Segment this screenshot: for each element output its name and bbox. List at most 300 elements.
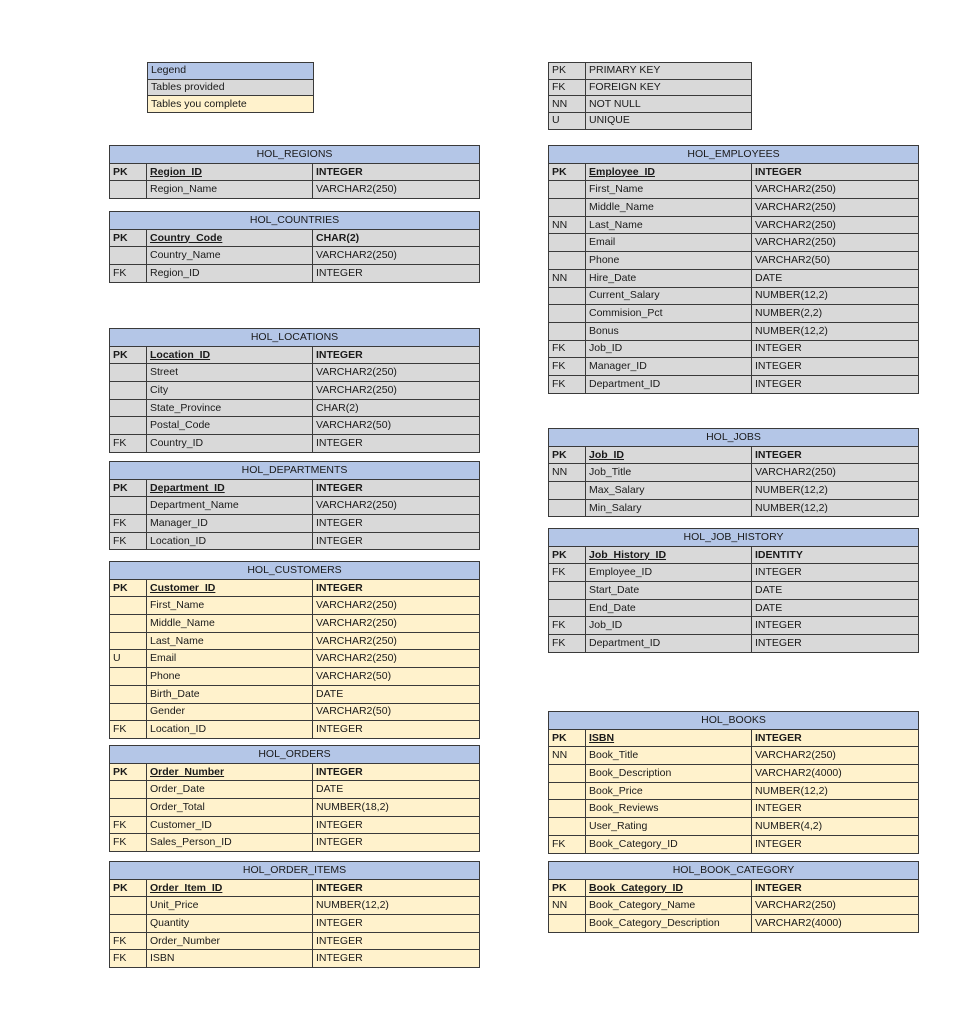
column-name-cell: First_Name (586, 181, 752, 199)
column-type-cell: INTEGER (313, 479, 480, 497)
column-type-cell: NUMBER(18,2) (313, 799, 480, 817)
column-type-cell: VARCHAR2(250) (313, 497, 480, 515)
key-meaning: PRIMARY KEY (586, 63, 752, 80)
column-type-cell: INTEGER (313, 721, 480, 739)
column-type-cell: IDENTITY (752, 546, 919, 564)
column-type-cell: INTEGER (752, 340, 919, 358)
key-cell: PK (549, 163, 586, 181)
table-row (549, 765, 919, 783)
column-name-cell: Book_Title (586, 747, 752, 765)
column-name-cell: Country_Name (147, 247, 313, 265)
table-row (110, 915, 480, 933)
column-type-cell: DATE (752, 582, 919, 600)
column-name-cell: Department_ID (586, 635, 752, 653)
table-row (549, 287, 919, 305)
key-cell (110, 668, 147, 686)
column-name-cell: Postal_Code (147, 417, 313, 435)
column-name-cell: Job_ID (586, 446, 752, 464)
key-cell: FK (110, 265, 147, 283)
table-row (549, 322, 919, 340)
column-type-cell: INTEGER (313, 515, 480, 533)
hol-order-items-table (109, 861, 480, 968)
key-cell: PK (110, 879, 147, 897)
table-row (110, 163, 480, 181)
column-name-cell: Manager_ID (586, 358, 752, 376)
table-row (549, 482, 919, 500)
column-type-cell: INTEGER (752, 446, 919, 464)
column-type-cell: INTEGER (752, 800, 919, 818)
column-type-cell: INTEGER (313, 532, 480, 550)
key-cell: PK (110, 763, 147, 781)
column-type-cell: INTEGER (313, 265, 480, 283)
column-name-cell: Middle_Name (147, 615, 313, 633)
key-cell (549, 305, 586, 323)
key-cell: PK (110, 479, 147, 497)
column-name-cell: Employee_ID (586, 564, 752, 582)
legend-provided: Tables provided (148, 79, 314, 96)
column-name-cell: Book_Category_ID (586, 835, 752, 853)
key-cell: NN (549, 747, 586, 765)
column-type-cell: INTEGER (313, 950, 480, 968)
column-type-cell: VARCHAR2(250) (752, 181, 919, 199)
column-type-cell: INTEGER (313, 163, 480, 181)
table-row (549, 181, 919, 199)
key-cell: FK (549, 375, 586, 393)
column-type-cell: INTEGER (752, 375, 919, 393)
column-type-cell: VARCHAR2(4000) (752, 915, 919, 933)
key-cell (549, 322, 586, 340)
table-row (549, 269, 919, 287)
column-name-cell: Order_Item_ID (147, 879, 313, 897)
key-cell (110, 399, 147, 417)
column-type-cell: VARCHAR2(50) (752, 252, 919, 270)
table-title: HOL_COUNTRIES (110, 212, 480, 230)
column-name-cell: Country_Code (147, 229, 313, 247)
table-row (549, 897, 919, 915)
hol-countries-table (109, 211, 480, 283)
table-row (110, 932, 480, 950)
column-type-cell: DATE (752, 269, 919, 287)
column-name-cell: Order_Total (147, 799, 313, 817)
table-row (549, 747, 919, 765)
column-name-cell: Start_Date (586, 582, 752, 600)
column-name-cell: ISBN (147, 950, 313, 968)
column-type-cell: NUMBER(12,2) (752, 322, 919, 340)
column-name-cell: Birth_Date (147, 685, 313, 703)
column-name-cell: Customer_ID (147, 816, 313, 834)
column-name-cell: Quantity (147, 915, 313, 933)
column-type-cell: NUMBER(12,2) (752, 482, 919, 500)
column-type-cell: CHAR(2) (313, 229, 480, 247)
key-cell (549, 782, 586, 800)
column-type-cell: INTEGER (313, 816, 480, 834)
column-type-cell: NUMBER(2,2) (752, 305, 919, 323)
key-cell (110, 781, 147, 799)
table-row (110, 364, 480, 382)
table-row (549, 305, 919, 323)
column-name-cell: Job_ID (586, 340, 752, 358)
key-meaning: NOT NULL (586, 96, 752, 113)
column-type-cell: NUMBER(4,2) (752, 818, 919, 836)
column-type-cell: VARCHAR2(250) (752, 199, 919, 217)
table-row (110, 181, 480, 199)
key-cell (549, 582, 586, 600)
column-name-cell: End_Date (586, 599, 752, 617)
key-cell (110, 497, 147, 515)
key-cell (110, 247, 147, 265)
column-name-cell: Book_Description (586, 765, 752, 783)
table-row (549, 818, 919, 836)
key-cell: FK (110, 532, 147, 550)
column-name-cell: Region_ID (147, 265, 313, 283)
table-row (549, 163, 919, 181)
key-abbr: PK (549, 63, 586, 80)
key-cell: FK (110, 721, 147, 739)
column-name-cell: Commision_Pct (586, 305, 752, 323)
key-cell (110, 382, 147, 400)
key-cell: FK (110, 515, 147, 533)
column-name-cell: Email (147, 650, 313, 668)
table-row (110, 399, 480, 417)
key-cell (549, 818, 586, 836)
table-row (110, 685, 480, 703)
column-type-cell: VARCHAR2(250) (313, 597, 480, 615)
column-name-cell: ISBN (586, 729, 752, 747)
key-cell (549, 234, 586, 252)
table-row (110, 763, 480, 781)
column-type-cell: VARCHAR2(250) (313, 364, 480, 382)
column-type-cell: VARCHAR2(250) (752, 464, 919, 482)
table-row (110, 515, 480, 533)
column-type-cell: INTEGER (752, 635, 919, 653)
key-cell (549, 499, 586, 517)
column-type-cell: VARCHAR2(250) (313, 615, 480, 633)
column-type-cell: INTEGER (313, 435, 480, 453)
column-name-cell: Region_ID (147, 163, 313, 181)
key-cell (110, 685, 147, 703)
column-name-cell: Country_ID (147, 435, 313, 453)
key-cell (549, 252, 586, 270)
table-title: HOL_CUSTOMERS (110, 562, 480, 580)
key-cell (110, 703, 147, 721)
column-type-cell: NUMBER(12,2) (752, 287, 919, 305)
column-name-cell: Last_Name (147, 632, 313, 650)
column-type-cell: VARCHAR2(50) (313, 417, 480, 435)
column-name-cell: Department_ID (147, 479, 313, 497)
table-row (110, 834, 480, 852)
column-name-cell: Middle_Name (586, 199, 752, 217)
key-abbr: NN (549, 96, 586, 113)
table-title: HOL_JOBS (549, 429, 919, 447)
column-name-cell: Unit_Price (147, 897, 313, 915)
key-cell (110, 597, 147, 615)
column-type-cell: DATE (313, 781, 480, 799)
key-cell: NN (549, 897, 586, 915)
table-row (549, 800, 919, 818)
key-cell: FK (549, 564, 586, 582)
legend-complete: Tables you complete (148, 96, 314, 113)
column-type-cell: INTEGER (752, 835, 919, 853)
key-cell: U (110, 650, 147, 668)
key-cell: NN (549, 464, 586, 482)
key-cell: FK (110, 932, 147, 950)
key-cell: NN (549, 216, 586, 234)
column-type-cell: INTEGER (313, 915, 480, 933)
column-name-cell: Employee_ID (586, 163, 752, 181)
key-meaning: UNIQUE (586, 113, 752, 130)
column-type-cell: DATE (752, 599, 919, 617)
key-cell: PK (549, 879, 586, 897)
column-type-cell: CHAR(2) (313, 399, 480, 417)
table-title: HOL_BOOK_CATEGORY (549, 862, 919, 880)
key-cell: FK (549, 835, 586, 853)
table-row (110, 816, 480, 834)
table-row (549, 617, 919, 635)
table-row (549, 199, 919, 217)
column-type-cell: VARCHAR2(250) (313, 650, 480, 668)
column-name-cell: Bonus (586, 322, 752, 340)
key-cell: FK (549, 358, 586, 376)
column-type-cell: INTEGER (752, 729, 919, 747)
hol-locations-table (109, 328, 480, 453)
column-type-cell: INTEGER (752, 564, 919, 582)
column-name-cell: Book_Price (586, 782, 752, 800)
key-cell: FK (549, 635, 586, 653)
table-row (549, 340, 919, 358)
key-cell (549, 765, 586, 783)
table-title: HOL_JOB_HISTORY (549, 529, 919, 547)
column-name-cell: Sales_Person_ID (147, 834, 313, 852)
column-type-cell: VARCHAR2(250) (752, 897, 919, 915)
key-cell: FK (110, 834, 147, 852)
column-type-cell: VARCHAR2(250) (752, 747, 919, 765)
key-cell: PK (110, 579, 147, 597)
table-row (110, 950, 480, 968)
column-type-cell: INTEGER (313, 879, 480, 897)
key-cell: NN (549, 269, 586, 287)
hol-regions-table (109, 145, 480, 199)
column-type-cell: VARCHAR2(250) (752, 234, 919, 252)
column-name-cell: Location_ID (147, 532, 313, 550)
hol-orders-table (109, 745, 480, 852)
column-type-cell: VARCHAR2(50) (313, 703, 480, 721)
key-cell: FK (110, 435, 147, 453)
column-type-cell: NUMBER(12,2) (752, 782, 919, 800)
key-cell: FK (110, 816, 147, 834)
table-row (549, 729, 919, 747)
table-title: HOL_ORDERS (110, 746, 480, 764)
key-cell (110, 615, 147, 633)
key-cell (110, 915, 147, 933)
table-row (549, 375, 919, 393)
column-name-cell: Manager_ID (147, 515, 313, 533)
column-name-cell: Email (586, 234, 752, 252)
key-cell: PK (110, 163, 147, 181)
table-row (549, 252, 919, 270)
column-type-cell: NUMBER(12,2) (313, 897, 480, 915)
key-cell (549, 915, 586, 933)
column-name-cell: State_Province (147, 399, 313, 417)
table-row (549, 782, 919, 800)
column-name-cell: Max_Salary (586, 482, 752, 500)
table-row (110, 247, 480, 265)
table-row (549, 546, 919, 564)
table-row (549, 499, 919, 517)
table-title: HOL_LOCATIONS (110, 329, 480, 347)
column-name-cell: Region_Name (147, 181, 313, 199)
key-cell: PK (110, 346, 147, 364)
key-meaning: FOREIGN KEY (586, 79, 752, 96)
column-type-cell: INTEGER (752, 879, 919, 897)
column-name-cell: Book_Reviews (586, 800, 752, 818)
column-name-cell: Book_Category_ID (586, 879, 752, 897)
key-cell (110, 417, 147, 435)
key-cell (549, 199, 586, 217)
column-type-cell: INTEGER (313, 579, 480, 597)
column-type-cell: VARCHAR2(250) (313, 382, 480, 400)
column-name-cell: Order_Date (147, 781, 313, 799)
column-name-cell: Min_Salary (586, 499, 752, 517)
table-row (549, 234, 919, 252)
column-name-cell: Last_Name (586, 216, 752, 234)
key-cell (549, 287, 586, 305)
key-cell: FK (110, 950, 147, 968)
hol-book-category-table (548, 861, 919, 933)
column-name-cell: Phone (586, 252, 752, 270)
table-row (110, 435, 480, 453)
table-row (110, 632, 480, 650)
column-name-cell: Order_Number (147, 932, 313, 950)
table-row (549, 835, 919, 853)
column-type-cell: INTEGER (313, 763, 480, 781)
key-abbr: FK (549, 79, 586, 96)
hol-books-table (548, 711, 919, 854)
table-row (549, 358, 919, 376)
column-type-cell: VARCHAR2(250) (752, 216, 919, 234)
legend-title: Legend (148, 63, 314, 80)
table-row (549, 564, 919, 582)
column-type-cell: VARCHAR2(250) (313, 247, 480, 265)
table-row (549, 599, 919, 617)
key-cell (549, 482, 586, 500)
table-row (549, 446, 919, 464)
column-name-cell: Job_Title (586, 464, 752, 482)
table-row (110, 897, 480, 915)
table-row (110, 229, 480, 247)
table-row (549, 582, 919, 600)
column-type-cell: INTEGER (752, 358, 919, 376)
column-name-cell: Job_ID (586, 617, 752, 635)
table-title: HOL_REGIONS (110, 146, 480, 164)
column-name-cell: First_Name (147, 597, 313, 615)
table-row (110, 579, 480, 597)
table-row (110, 703, 480, 721)
key-cell: FK (549, 340, 586, 358)
key-cell (549, 599, 586, 617)
column-name-cell: Location_ID (147, 721, 313, 739)
key-cell (110, 799, 147, 817)
column-type-cell: VARCHAR2(4000) (752, 765, 919, 783)
hol-departments-table (109, 461, 480, 550)
column-type-cell: VARCHAR2(50) (313, 668, 480, 686)
column-type-cell: VARCHAR2(250) (313, 632, 480, 650)
key-cell (110, 364, 147, 382)
table-row (110, 721, 480, 739)
column-type-cell: NUMBER(12,2) (752, 499, 919, 517)
column-name-cell: Department_ID (586, 375, 752, 393)
table-row (110, 532, 480, 550)
table-row (110, 615, 480, 633)
column-name-cell: Hire_Date (586, 269, 752, 287)
column-type-cell: INTEGER (313, 834, 480, 852)
column-name-cell: Job_History_ID (586, 546, 752, 564)
table-row (110, 781, 480, 799)
column-name-cell: Current_Salary (586, 287, 752, 305)
column-name-cell: Gender (147, 703, 313, 721)
table-row (110, 879, 480, 897)
table-row (110, 382, 480, 400)
table-title: HOL_BOOKS (549, 712, 919, 730)
key-cell (549, 800, 586, 818)
table-row (549, 216, 919, 234)
column-type-cell: VARCHAR2(250) (313, 181, 480, 199)
column-name-cell: Order_Number (147, 763, 313, 781)
key-cell (110, 632, 147, 650)
column-type-cell: INTEGER (752, 617, 919, 635)
column-name-cell: City (147, 382, 313, 400)
table-row (110, 265, 480, 283)
key-cell: PK (549, 546, 586, 564)
table-row (110, 597, 480, 615)
table-title: HOL_EMPLOYEES (549, 146, 919, 164)
table-row (110, 417, 480, 435)
key-cell: FK (549, 617, 586, 635)
table-row (549, 879, 919, 897)
column-name-cell: Location_ID (147, 346, 313, 364)
table-row (549, 464, 919, 482)
key-cell: PK (110, 229, 147, 247)
key-cell: PK (549, 446, 586, 464)
table-row (110, 650, 480, 668)
key-cell: PK (549, 729, 586, 747)
column-name-cell: Customer_ID (147, 579, 313, 597)
table-row (110, 479, 480, 497)
table-row (110, 497, 480, 515)
hol-customers-table (109, 561, 480, 739)
column-type-cell: INTEGER (752, 163, 919, 181)
column-type-cell: DATE (313, 685, 480, 703)
key-cell (110, 897, 147, 915)
table-row (110, 799, 480, 817)
column-name-cell: Phone (147, 668, 313, 686)
hol-jobs-table (548, 428, 919, 517)
table-row (549, 635, 919, 653)
column-name-cell: Street (147, 364, 313, 382)
legend-table (147, 62, 314, 113)
column-name-cell: Book_Category_Description (586, 915, 752, 933)
table-row (110, 346, 480, 364)
column-type-cell: INTEGER (313, 932, 480, 950)
table-row (549, 915, 919, 933)
column-type-cell: INTEGER (313, 346, 480, 364)
hol-employees-table (548, 145, 919, 394)
column-name-cell: Department_Name (147, 497, 313, 515)
key-abbr: U (549, 113, 586, 130)
column-name-cell: User_Rating (586, 818, 752, 836)
table-title: HOL_DEPARTMENTS (110, 462, 480, 480)
key-legend-table (548, 62, 752, 130)
key-cell (549, 181, 586, 199)
